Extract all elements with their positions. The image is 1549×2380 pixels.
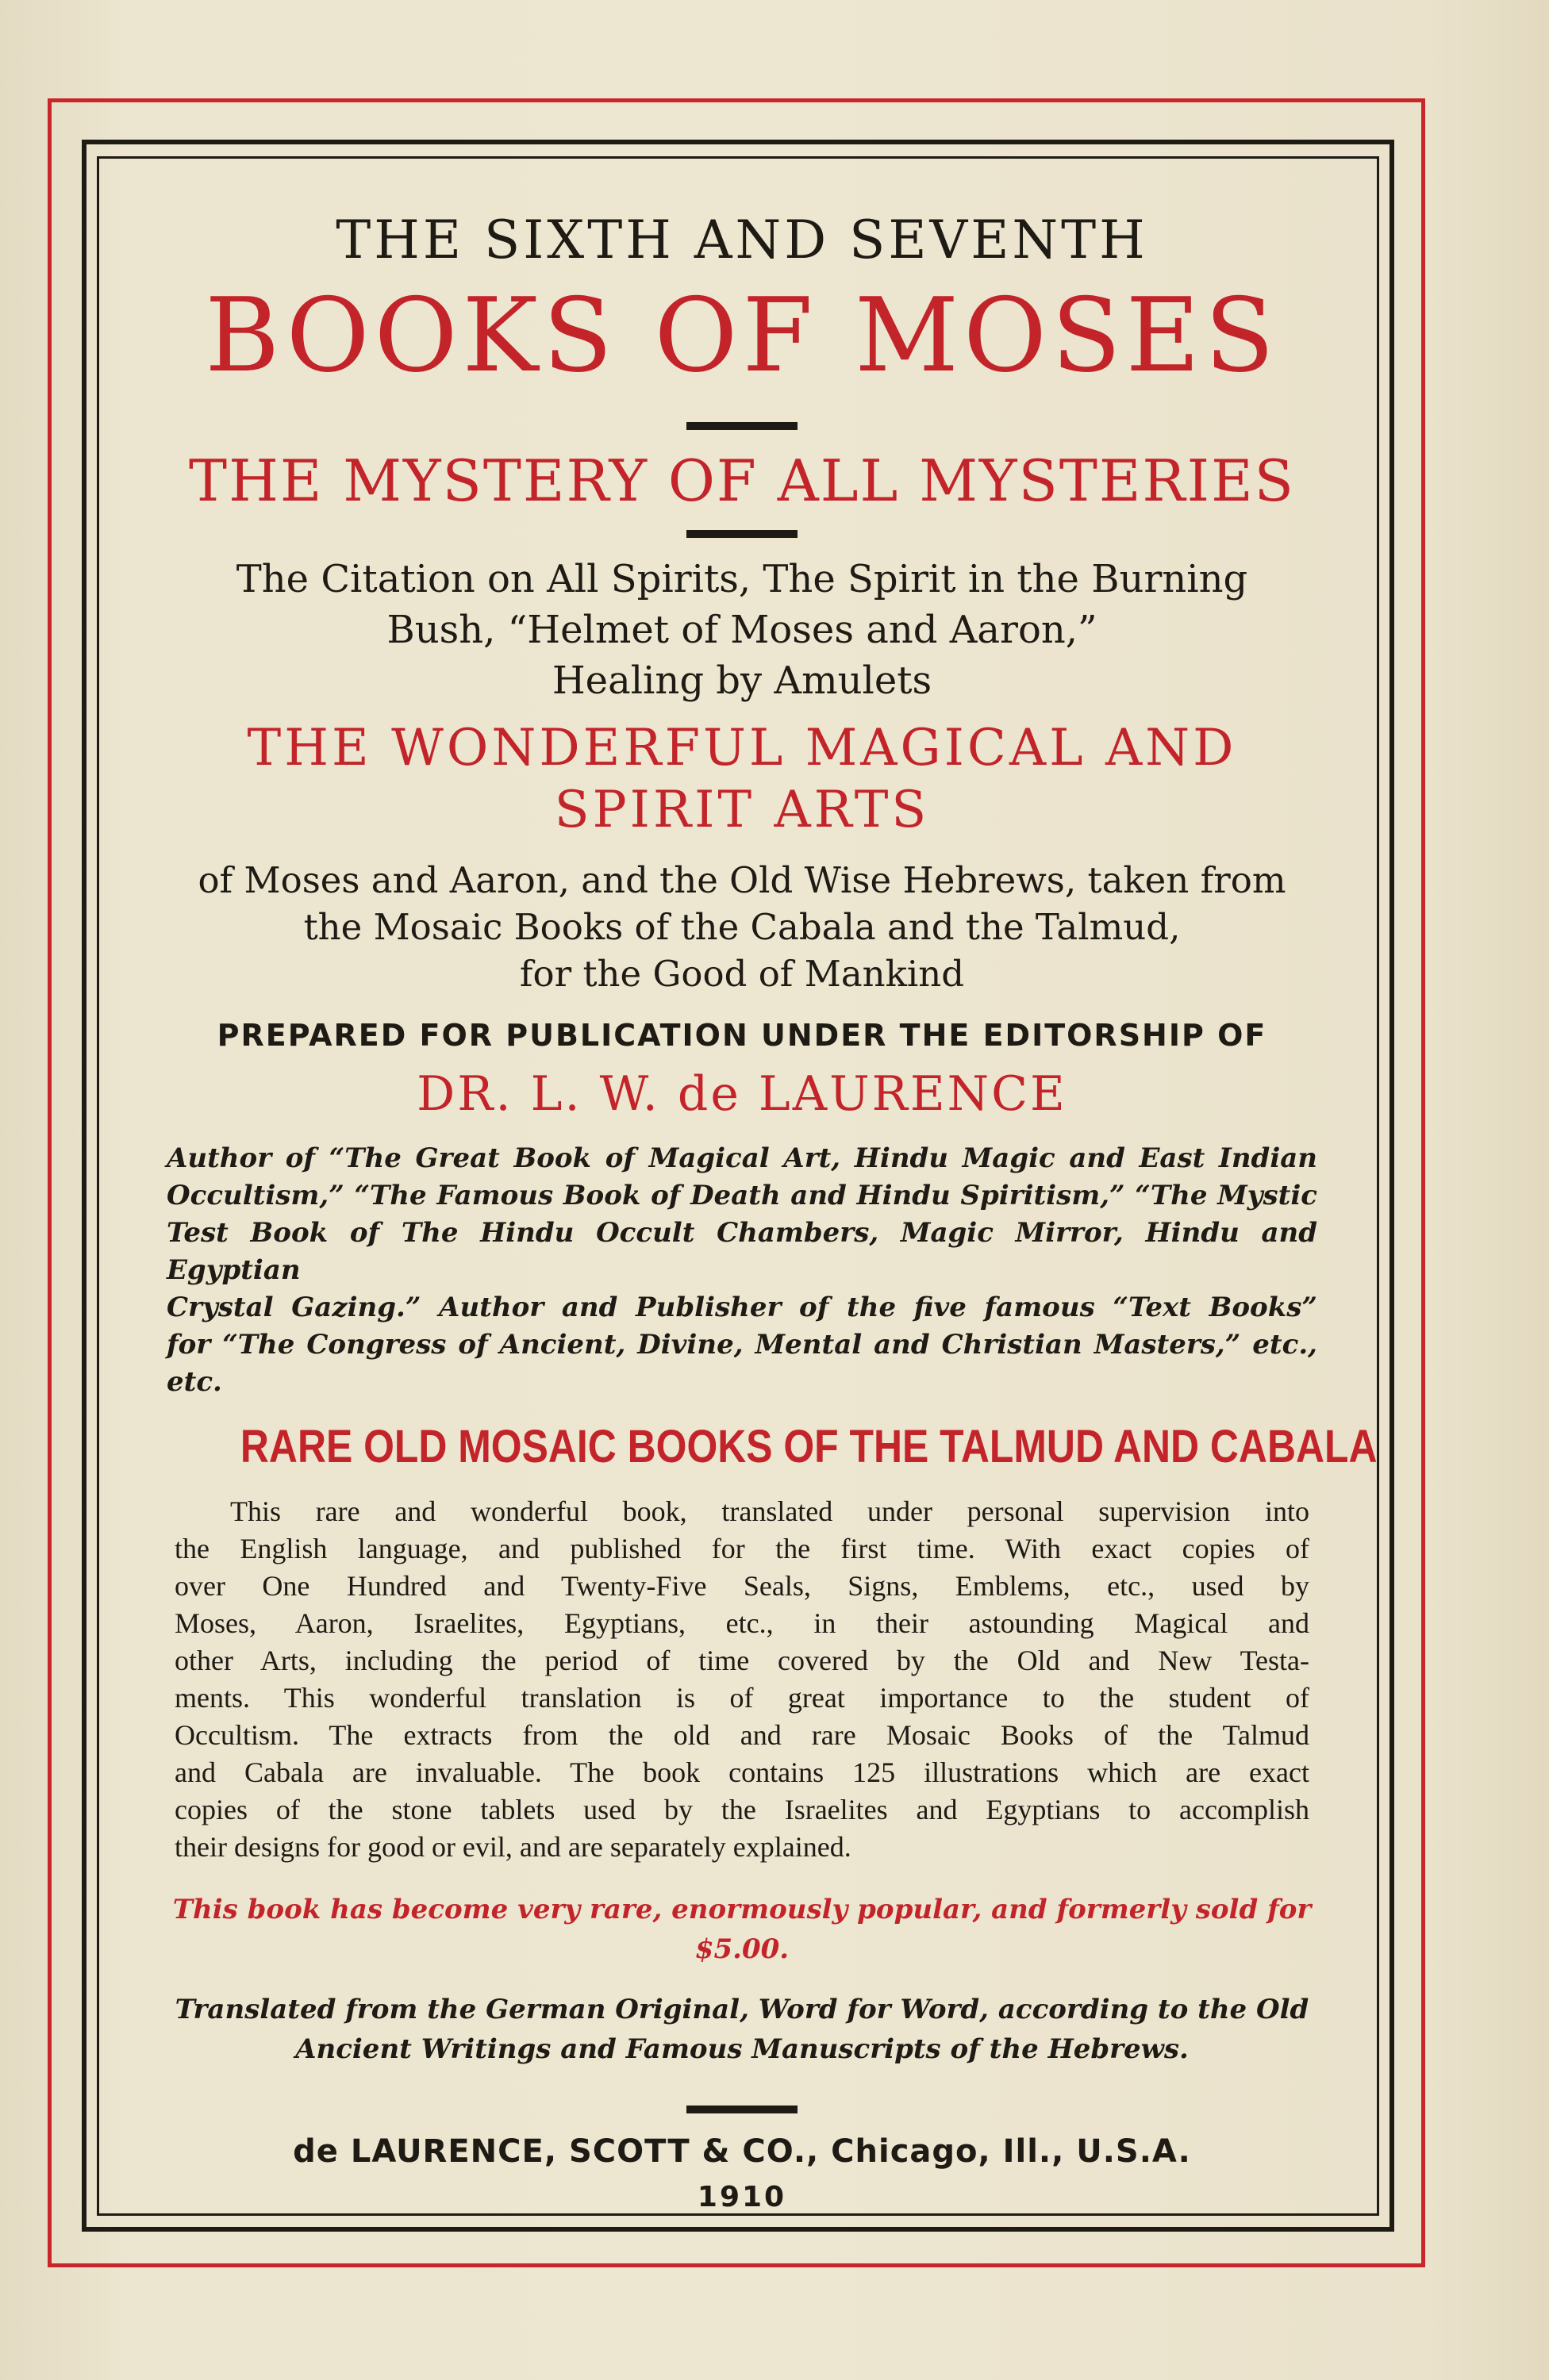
title-page-content [159, 206, 1378, 2220]
author-line: Test Book of The Hindu Occult Chambers, Magic Mirror, Hindu and Egyptian [167, 1217, 1317, 1286]
section-heading: RARE OLD MOSAIC BOOKS OF THE TALMUD AND CABALA [240, 1421, 1378, 1472]
editorship-label: PREPARED FOR PUBLICATION UNDER THE EDITORSHIP OF [217, 1018, 1267, 1053]
title-line-1: THE SIXTH AND SEVENTH [336, 209, 1148, 271]
body-line: their designs for good or evil, and are separately explained. [175, 1831, 851, 1863]
translation-note [159, 1990, 1325, 2069]
body-line: ments. This wonderful translation is of great importance to the student of [175, 1682, 1309, 1714]
arts-heading-line: SPIRIT ARTS [554, 781, 930, 839]
arts-heading-line: THE WONDERFUL MAGICAL AND [247, 719, 1237, 777]
translation-line: Translated from the German Original, Word for Word, according to the Old [175, 1994, 1309, 2025]
divider-rule [686, 422, 798, 430]
author-credits [159, 1140, 1325, 1401]
divider-rule [686, 2106, 798, 2113]
editor-name: DR. L. W. de LAURENCE [417, 1066, 1067, 1122]
main-title: BOOKS OF MOSES [205, 277, 1279, 395]
body-line: the English language, and published for the first time. With exact copies of [175, 1533, 1309, 1564]
arts-heading [159, 717, 1325, 841]
publisher-imprint: de LAURENCE, SCOTT & CO., Chicago, Ill., U.S.A. [293, 2133, 1191, 2170]
author-line: for “The Congress of Ancient, Divine, Mental and Christian Masters,” etc., etc. [167, 1329, 1317, 1398]
author-line: Author of “The Great Book of Magical Art, Hindu Magic and East Indian [167, 1142, 1317, 1174]
body-line: This rare and wonderful book, translated under personal supervision into [230, 1495, 1309, 1527]
body-line: copies of the stone tablets used by the Israelites and Egyptians to accomplish [175, 1794, 1309, 1825]
translation-line: Ancient Writings and Famous Manuscripts of the Hebrews. [295, 2033, 1189, 2065]
author-line: Occultism,” “The Famous Book of Death and Hindu Spiritism,” “The Mystic [167, 1180, 1317, 1211]
body-line: and Cabala are invaluable. The book contains 125 illustrations which are exact [175, 1756, 1309, 1788]
arts-description [159, 857, 1325, 997]
book-description [159, 1493, 1325, 1866]
contents-line: The Citation on All Spirits, The Spirit in the Burning [236, 557, 1248, 601]
body-line: other Arts, including the period of time covered by the Old and New Testa- [175, 1645, 1309, 1676]
body-line: Occultism. The extracts from the old and rare Mosaic Books of the Talmud [175, 1719, 1309, 1751]
arts-line: for the Good of Mankind [519, 953, 965, 995]
contents-description [159, 554, 1325, 706]
arts-line: the Mosaic Books of the Cabala and the Talmud, [303, 906, 1181, 948]
contents-line: Bush, “Helmet of Moses and Aaron,” [386, 608, 1097, 652]
publication-year: 1910 [697, 2181, 787, 2213]
author-line: Crystal Gazing.” Author and Publisher of the five famous “Text Books” [167, 1292, 1317, 1323]
body-line: over One Hundred and Twenty-Five Seals, Signs, Emblems, etc., used by [175, 1570, 1309, 1602]
divider-rule [686, 530, 798, 538]
subtitle: THE MYSTERY OF ALL MYSTERIES [189, 447, 1295, 514]
contents-line: Healing by Amulets [552, 658, 932, 703]
arts-line: of Moses and Aaron, and the Old Wise Hebrews, taken from [198, 859, 1286, 901]
rarity-note: This book has become very rare, enormously popular, and formerly sold for $5.00. [172, 1894, 1312, 1965]
body-line: Moses, Aaron, Israelites, Egyptians, etc., in their astounding Magical and [175, 1607, 1309, 1639]
